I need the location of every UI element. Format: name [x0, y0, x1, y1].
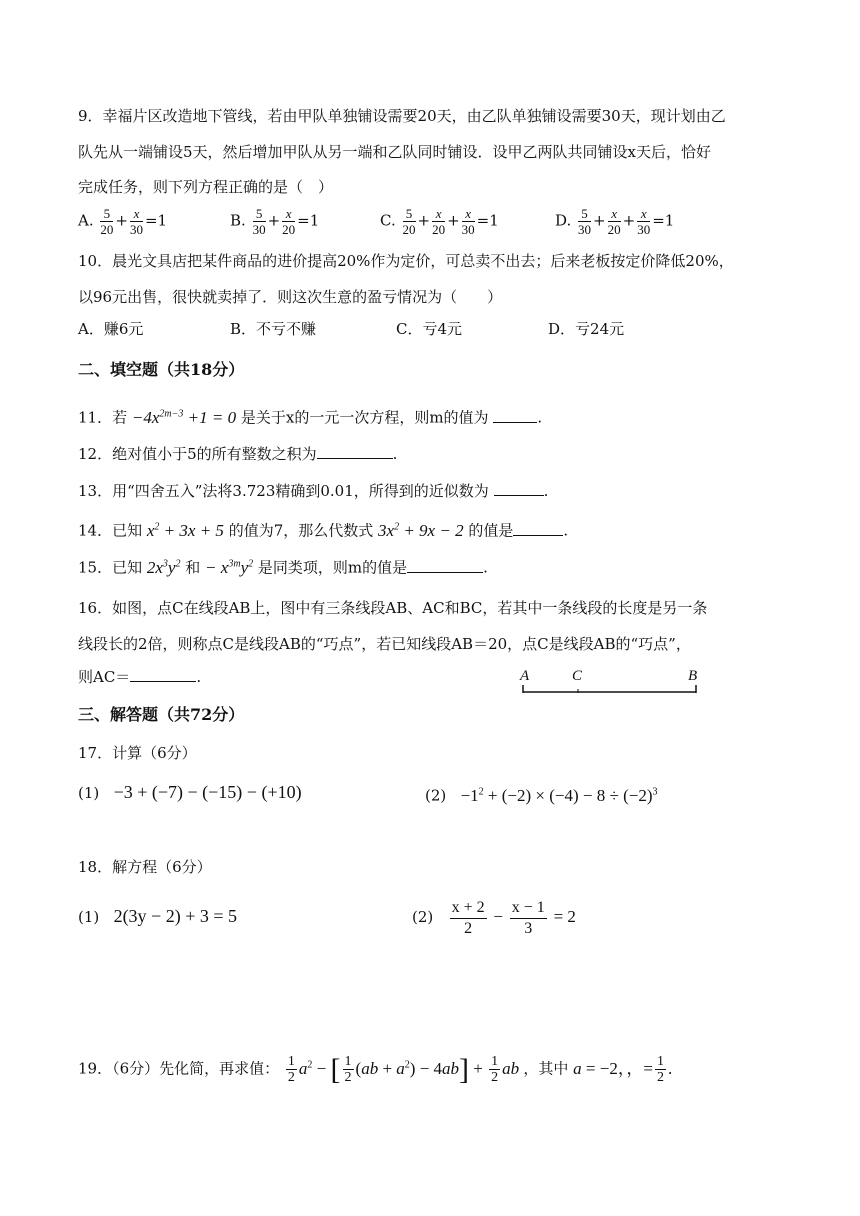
q9-line3: 完成任务，则下列方程正确的是（ ）	[78, 178, 334, 196]
q15-expression-1: $2x^3y^2$	[146, 557, 181, 577]
option-label: B.	[230, 211, 246, 230]
fraction: $\frac{x}{30}$	[461, 206, 475, 237]
option-label: C.	[380, 211, 396, 230]
q19-pre: 19．（6分）先化简，再求值：	[78, 1059, 280, 1078]
fraction: $\frac{x}{20}$	[282, 206, 296, 237]
option-label: A.	[78, 211, 94, 230]
q11-end: .	[537, 408, 543, 427]
fraction: $\frac{x}{20}$	[607, 206, 621, 237]
q9-option-a[interactable]: A. $\frac{5}{20}$ + $\frac{x}{30}$ =1	[78, 206, 168, 237]
part-label: (1)	[78, 908, 100, 926]
answer-blank[interactable]	[317, 444, 393, 459]
fraction: $\frac{x}{20}$	[432, 206, 446, 237]
section-title-fill-blank: 二、填空题（共18分）	[78, 360, 245, 379]
part-label: (2)	[412, 908, 434, 926]
q14-pre: 14．已知	[78, 521, 143, 540]
q11-expression: $-4x^{2m-3} +1 = 0$	[131, 407, 237, 427]
minus-sign: −	[493, 907, 503, 926]
q17-expression-2: $-1^2 + (-2) \times (-4) - 8 \div (-2)^3$	[460, 785, 658, 805]
q16-line2: 线段长的2倍，则称点C是线段AB的“巧点”，若已知线段AB＝20，点C是线段AB的“巧点”，	[78, 635, 691, 653]
q15-expression-2: − $x^{3m}y^2$	[205, 557, 254, 577]
q10-line2: 以96元出售，很快就卖掉了．则这次生意的盈亏情况为（ ）	[78, 288, 503, 306]
q15-mid: 和	[185, 558, 201, 577]
q10-option-a[interactable]: A．赚6元	[78, 320, 144, 338]
q15-post: 是同类项，则m的值是	[257, 558, 408, 577]
fraction: $\frac{5}{20}$	[100, 206, 114, 237]
q18-part2	[412, 895, 576, 939]
q11-mid: 是关于x的一元一次方程，则m的值为	[240, 408, 489, 427]
q16-line3-text: 则AC＝	[78, 668, 131, 686]
rhs: = 2	[553, 907, 576, 926]
q17-expression-1: −3 + (−7) − (−15) − (+10)	[113, 782, 302, 802]
q12-end: .	[392, 445, 398, 463]
q19	[78, 1043, 672, 1092]
q19-expression: $\frac{1}{2}$ $a^2$ − [ $\frac{1}{2}$ $(ab + a^2) - 4ab$] + $\frac{1}{2}$ ab	[287, 1052, 520, 1086]
answer-blank[interactable]	[493, 408, 537, 423]
q17-title: 17．计算（6分）	[78, 744, 197, 762]
q10-option-c[interactable]: C．亏4元	[396, 320, 463, 338]
q14-mid: 的值为7，那么代数式	[228, 521, 374, 540]
q18-part1	[78, 906, 237, 927]
q13-text: 13．用“四舍五入”法将3.723精确到0.01，所得到的近似数为	[78, 482, 489, 500]
fraction: $\frac{5}{30}$	[252, 206, 266, 237]
q14-end: .	[563, 521, 569, 540]
segment-line	[520, 668, 700, 698]
q12-text: 12．绝对值小于5的所有整数之积为	[78, 445, 317, 463]
q9-line2: 队先从一端铺设5天，然后增加甲队从另一端和乙队同时铺设．设甲乙两队共同铺设x天后，恰好	[78, 143, 712, 161]
denominator: 3	[524, 919, 533, 937]
section-title-solutions: 三、解答题（共72分）	[78, 705, 245, 724]
q18-title: 18．解方程（6分）	[78, 858, 212, 876]
point-a-label: A	[520, 668, 530, 684]
answer-blank[interactable]	[407, 558, 483, 573]
answer-blank[interactable]	[130, 667, 196, 682]
denominator: 2	[464, 919, 473, 937]
q17-part2	[425, 782, 657, 806]
q15-end: .	[483, 558, 488, 577]
q14	[78, 517, 568, 541]
numerator: x − 1	[510, 898, 547, 919]
option-label: D.	[555, 211, 572, 230]
fraction: $\frac{5}{20}$	[402, 206, 416, 237]
q9-option-b[interactable]: B. $\frac{5}{30}$ + $\frac{x}{20}$ =1	[230, 206, 320, 237]
point-c-label: C	[572, 668, 583, 684]
q16-end: .	[196, 668, 202, 686]
segment-figure	[520, 668, 700, 698]
q14-expression-1: $x^2 + 3x + 5$	[146, 520, 224, 540]
q19-mid: ，其中	[523, 1059, 569, 1078]
q9-option-d[interactable]: D. $\frac{5}{30}$ + $\frac{x}{20}$ + $\frac{x}{30}$ =1	[555, 206, 675, 237]
q10-option-b[interactable]: B．不亏不赚	[230, 320, 317, 338]
answer-blank[interactable]	[494, 481, 544, 496]
q9-line1: 9．幸福片区改造地下管线，若由甲队单独铺设需要20天，由乙队单独铺设需要30天，现计划由乙	[78, 107, 726, 125]
q19-condition: a = −2，，= $\frac{1}{2}$ .	[573, 1054, 673, 1086]
fraction: $\frac{x}{30}$	[129, 206, 143, 237]
q16-line3	[78, 667, 201, 687]
fraction: $\frac{x}{30}$	[637, 206, 651, 237]
fraction	[510, 898, 547, 939]
q13-end: .	[543, 482, 549, 500]
q16-line1: 16．如图，点C在线段AB上，图中有三条线段AB、AC和BC，若其中一条线段的长度是另一条	[78, 599, 708, 617]
point-b-label: B	[688, 668, 698, 684]
q17-part1	[78, 782, 302, 803]
q12	[78, 444, 397, 464]
q15-pre: 15．已知	[78, 558, 143, 577]
q9-option-c[interactable]: C. $\frac{5}{20}$ + $\frac{x}{20}$ + $\frac{x}{30}$ =1	[380, 206, 499, 237]
answer-blank[interactable]	[513, 521, 563, 536]
q15	[78, 554, 488, 578]
q13	[78, 481, 548, 501]
q14-expression-2: $3x^2 + 9x - 2$	[378, 520, 464, 540]
q11-pre: 11．若	[78, 408, 128, 427]
q11	[78, 404, 542, 428]
part-label: (1)	[78, 784, 100, 802]
fraction: $\frac{5}{30}$	[578, 206, 592, 237]
q18-expression-1: 2(3y − 2) + 3 = 5	[113, 906, 238, 926]
part-label: (2)	[425, 786, 447, 805]
q14-post: 的值是	[468, 521, 514, 540]
fraction	[450, 898, 487, 939]
numerator: x + 2	[450, 898, 487, 919]
q10-line1: 10．晨光文具店把某件商品的进价提高20%作为定价，可总卖不出去；后来老板按定价降低20%，	[78, 252, 734, 270]
q10-option-d[interactable]: D．亏24元	[548, 320, 625, 338]
